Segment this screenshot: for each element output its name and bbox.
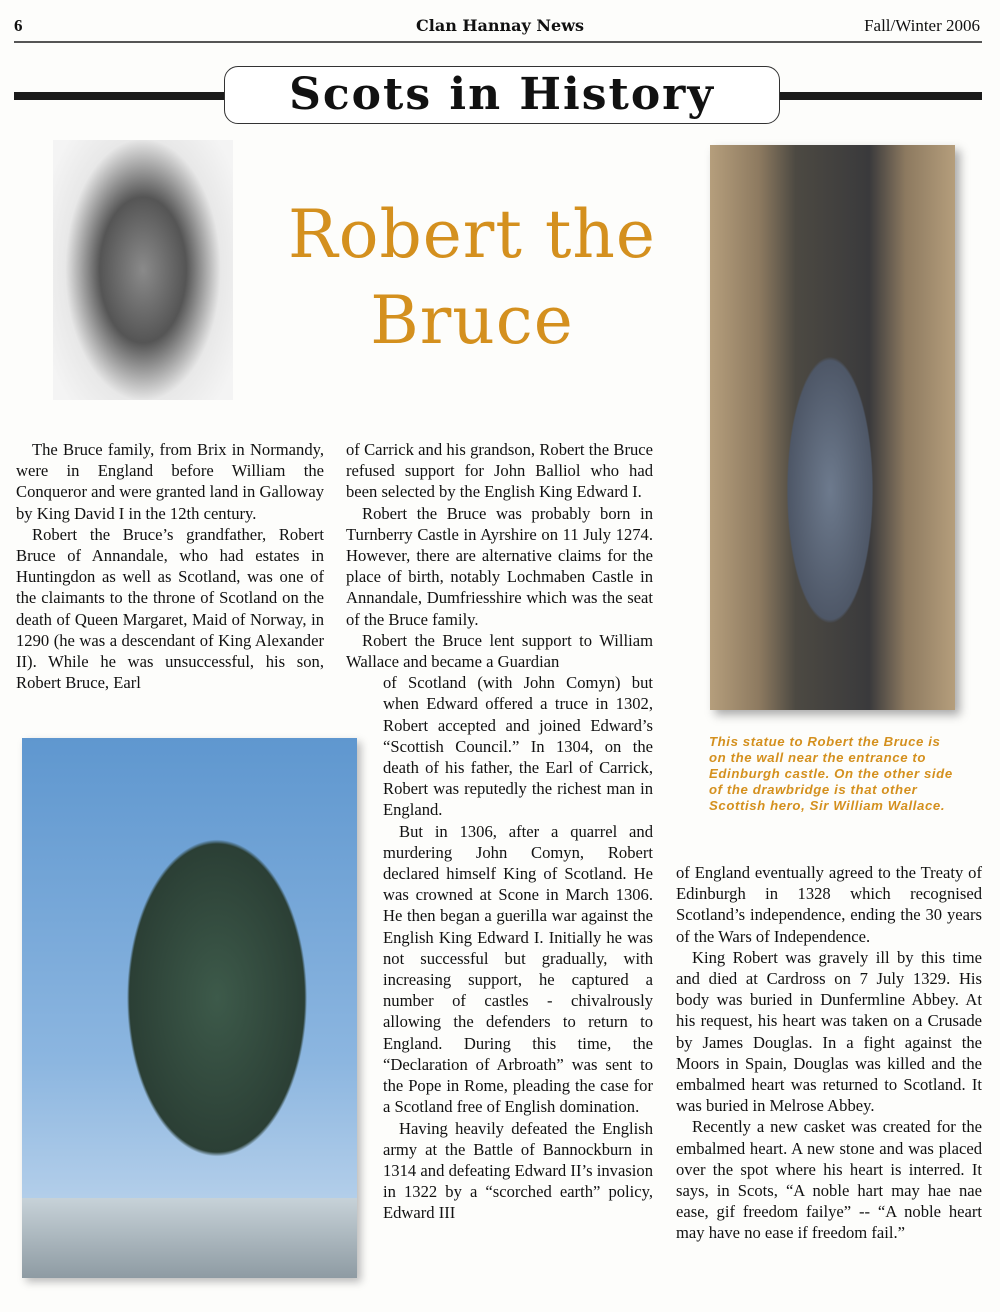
column-3 [676, 862, 982, 1244]
column-1 [16, 439, 324, 693]
paragraph: King Robert was gravely ill by this time and died at Cardross on 7 July 1329. His body was buried in Dunfermline Abbey. At his request, his heart was taken on a Crusade by James Douglas. In a fight against the Moors in Spain, Douglas was killed and the embalmed heart was returned to Scotland. It was buried in Melrose Abbey. [676, 947, 982, 1116]
issue-date: Fall/Winter 2006 [864, 16, 980, 35]
image-caption: This statue to Robert the Bruce is on the wall near the entrance to Edinburgh castle. On the other side of the drawbridge is that other Scottish hero, Sir William Wallace. [709, 734, 953, 813]
paragraph: of Carrick and his grandson, Robert the Bruce refused support for John Balliol who had been selected by the English King Edward I. [346, 440, 653, 502]
paragraph: Robert the Bruce lent support to William Wallace and became a Guardian [346, 630, 653, 672]
paragraph: The Bruce family, from Brix in Normandy, were in England before William the Conqueror and were granted land in Galloway by King David I in the 12th century. [16, 440, 324, 523]
banner-bar-right [776, 92, 982, 100]
article-title: Robert the Bruce [288, 196, 656, 359]
paragraph: Recently a new casket was created for the embalmed heart. A new stone and was placed over the spot where his heart is interred. It says, in Scots, “A noble hart may hae nae ease, gif freedom failye” -- “A noble heart may have no ease if freedom fail.” [676, 1117, 982, 1243]
column-2 [346, 439, 653, 1224]
header-rule [14, 41, 982, 43]
section-banner: Scots in History [224, 66, 780, 124]
equestrian-statue-image [22, 738, 357, 1278]
paragraph: Robert the Bruce’s grandfather, Robert Bruce of Annandale, who had estates in Huntingdon as well as Scotland, was one of the claimants to the throne of Scotland on the death of Queen Margaret, Maid of Norway, in 1290 (he was a descendant of King Alexander II). While he was unsuccessful, his son, Robert Bruce, Earl [16, 524, 324, 693]
paragraph: But in 1306, after a quarrel and murdering John Comyn, Robert declared himself King of Scotland. He was crowned at Scone in March 1306. He then began a guerilla war against the English King Edward I. Initially he was not successful but gradually, with increasing support, he captured a number of castles - chivalrously allowing the defenders to return to England. During this time, the “Declaration of Arbroath” was sent to the Pope in Rome, pleading the case for a Scotland free of English domination. [383, 821, 653, 1117]
paragraph: Having heavily defeated the English army at the Battle of Bannockburn in 1314 and defeating Edward II’s invasion in 1322 by a “scorched earth” policy, Edward III [383, 1118, 653, 1223]
banner-bar-left [14, 92, 226, 100]
castle-wall-statue-image [710, 145, 955, 710]
column-2-continued [383, 672, 653, 1223]
statue-figure [92, 778, 342, 1218]
publication-name: Clan Hannay News [416, 16, 584, 35]
page-number: 6 [14, 16, 23, 35]
paragraph: of England eventually agreed to the Treaty of Edinburgh in 1328 which recognised Scotland’s independence, ending the 30 years of the Wars of Independence. [676, 863, 982, 946]
statue-plinth [22, 1198, 357, 1278]
statue-figure [770, 305, 890, 675]
portrait-engraving-image [53, 140, 233, 400]
paragraph: Robert the Bruce was probably born in Turnberry Castle in Ayrshire on 11 July 1274. However, there are alternative claims for the place of birth, notably Lochmaben Castle in Annandale, Dumfriesshire which was the seat of the Bruce family. [346, 503, 653, 629]
paragraph: of Scotland (with John Comyn) but when Edward offered a truce in 1302, Robert accepted and joined Edward’s “Scottish Council.” In 1304, on the death of his father, the Earl of Carrick, Robert was reputedly the richest man in England. [383, 673, 653, 820]
